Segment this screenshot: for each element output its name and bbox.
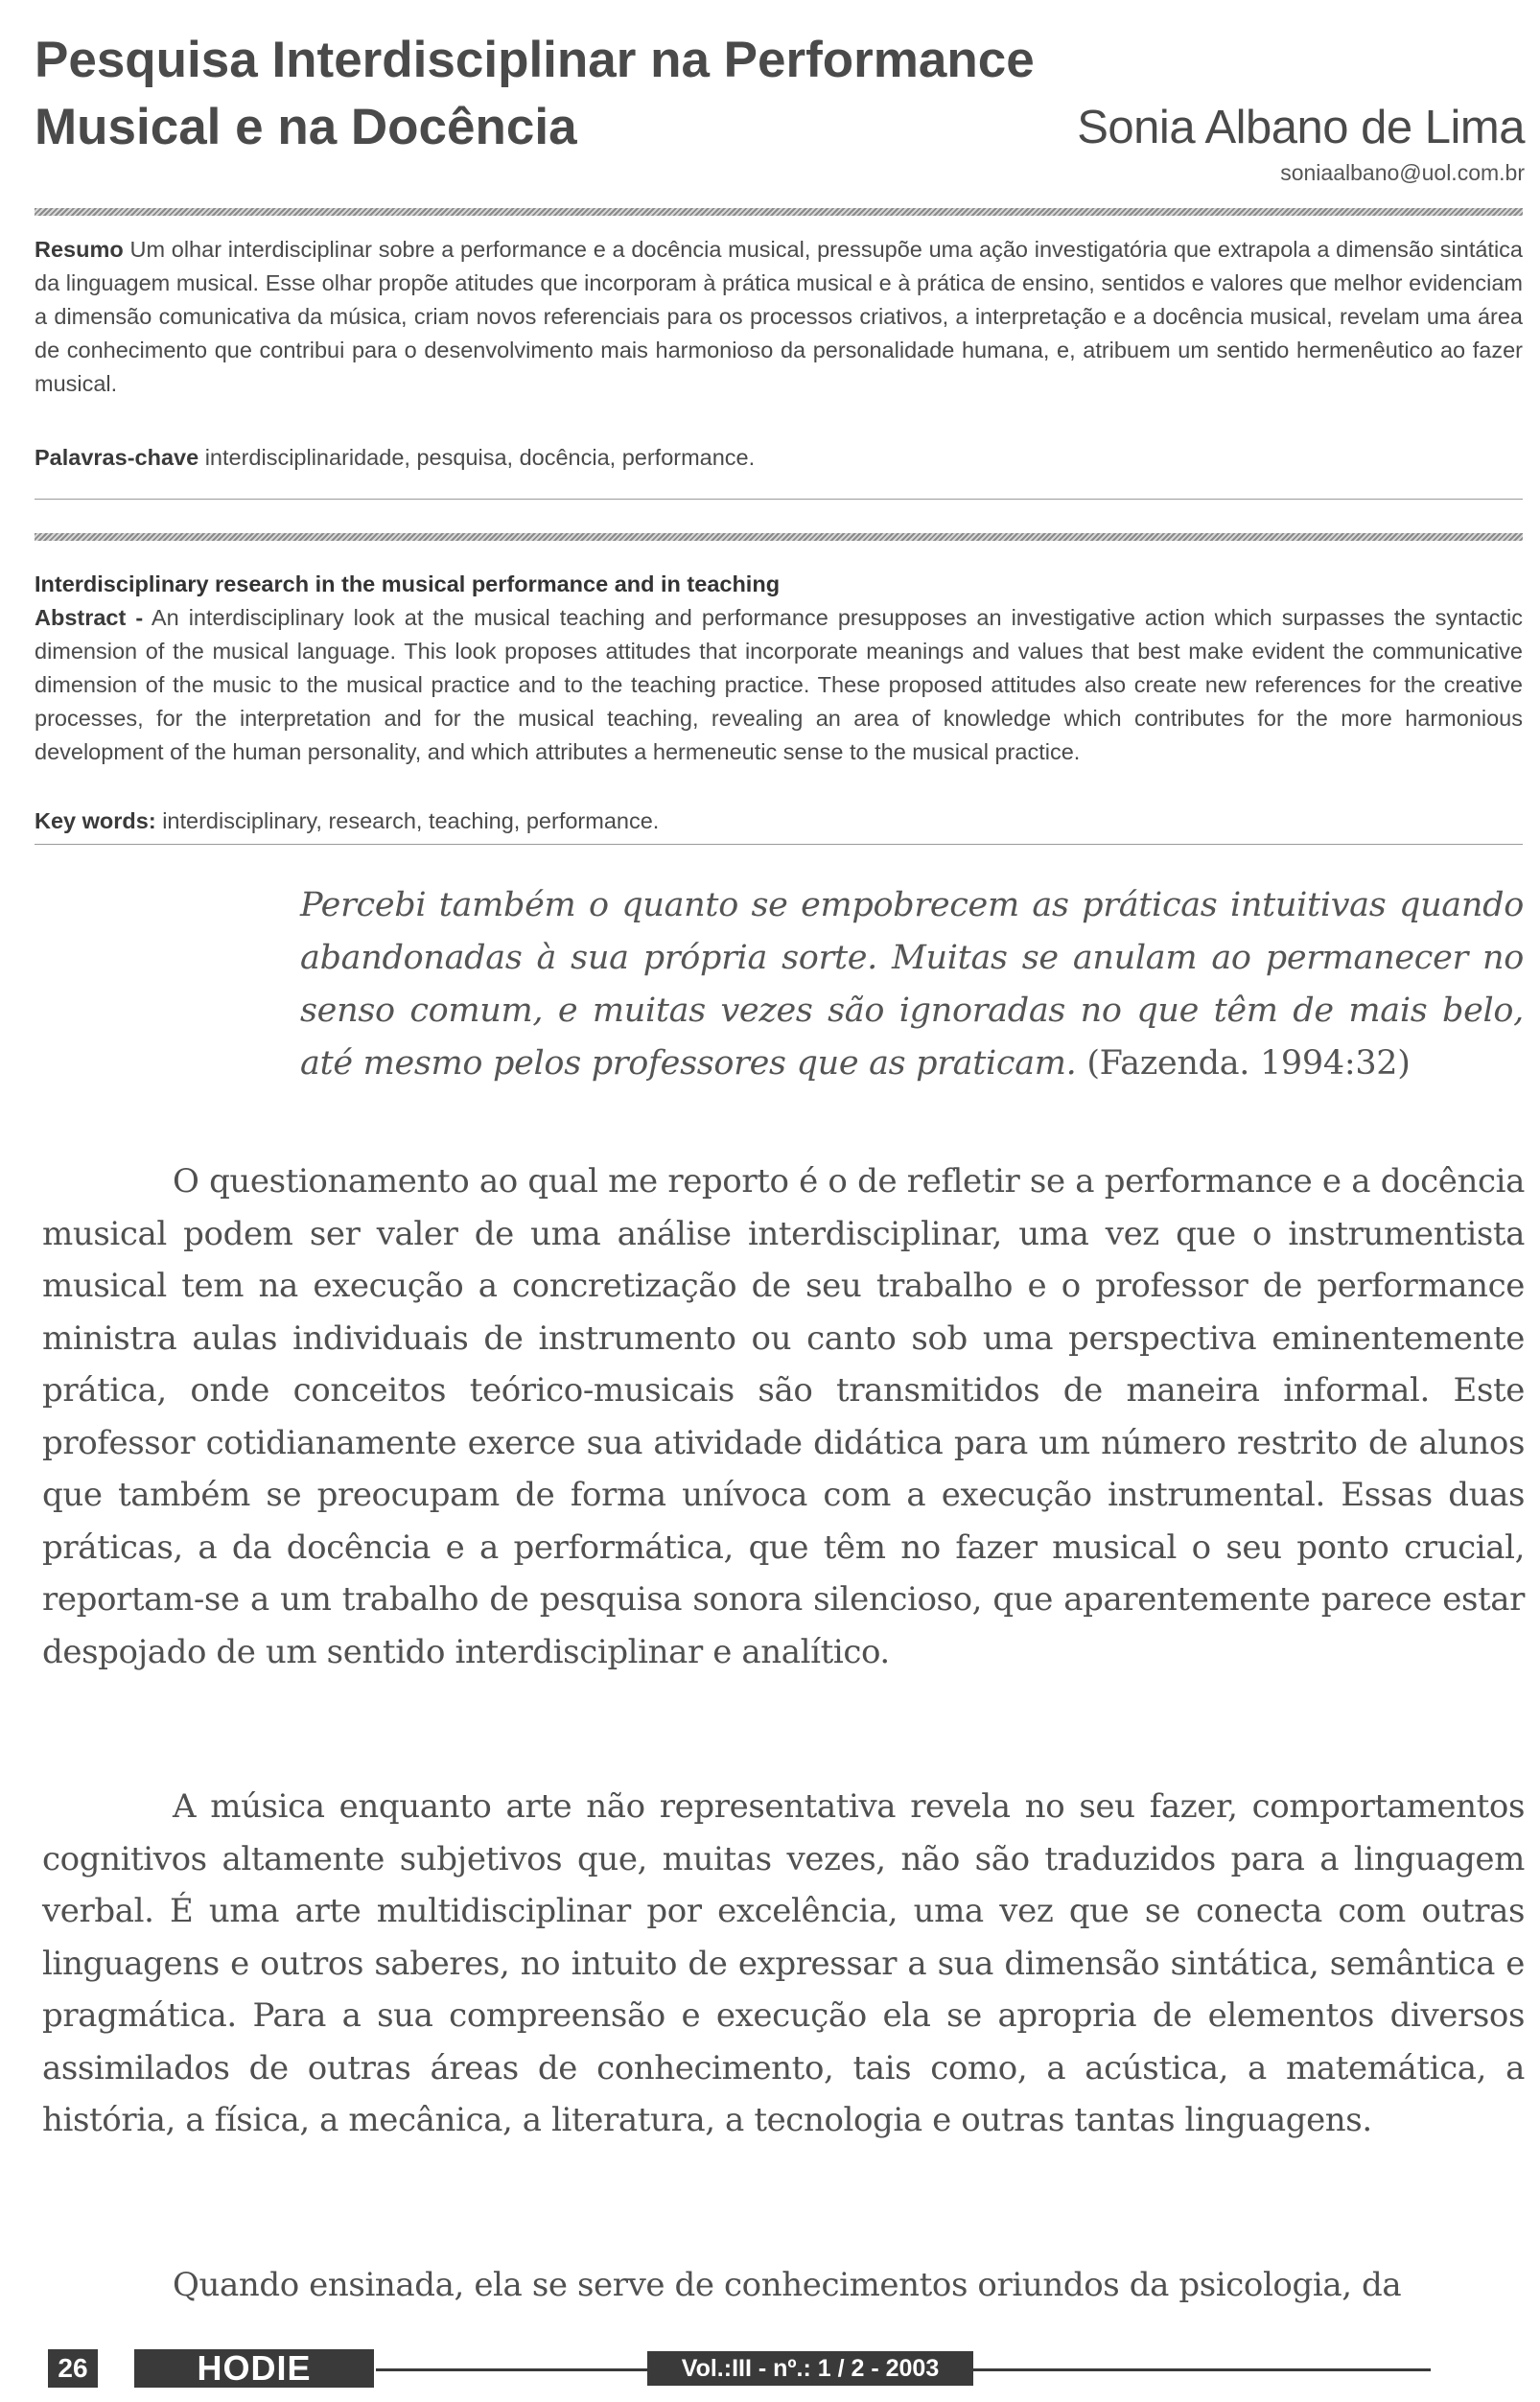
abstract-body <box>35 601 1523 769</box>
abstract-section <box>35 568 1523 769</box>
palavras-chave-values: interdisciplinaridade, pesquisa, docência, performance. <box>204 445 756 470</box>
resumo-label: Resumo <box>35 237 124 262</box>
epigraph-text: Percebi também o quanto se empobrecem as práticas intuitivas quando abandonadas à sua própria sorte. Muitas se anulam ao permanecer no senso comum, e muitas vezes são ignoradas no que têm de mais belo, até mesmo pelos professores que as praticam. <box>300 886 1524 1083</box>
palavras-chave-label: Palavras-chave <box>35 445 199 470</box>
palavras-chave-line <box>35 441 1523 475</box>
hatched-divider-middle <box>35 533 1523 541</box>
abstract-title: Interdisciplinary research in the musical performance and in teaching <box>35 571 781 596</box>
author-name: Sonia Albano de Lima <box>1077 102 1525 153</box>
page-number: 26 <box>48 2349 98 2388</box>
epigraph-citation: (Fazenda. 1994:32) <box>1086 1044 1411 1083</box>
page-footer <box>48 2349 1467 2390</box>
title-line-1: Pesquisa Interdisciplinar na Performance <box>35 32 1035 88</box>
key-words-values: interdisciplinary, research, teaching, performance. <box>162 808 660 833</box>
author-email: soniaalbano@uol.com.br <box>1280 160 1525 185</box>
body-paragraph-1: O questionamento ao qual me reporto é o de refletir se a performance e a docência musical podem ser valer de uma análise interdisciplinar, uma vez que o instrumentista musical tem na execução a concretização de seu trabalho e o professor de performance ministra aulas individuais de instrumento ou canto sob uma perspectiva eminentemente prática, onde conceitos teórico-musicais são transmitidos de maneira informal. Este professor cotidianamente exerce sua atividade didática para um número restrito de alunos que também se preocupam de forma unívoca com a execução instrumental. Essas duas práticas, a da docência e a performática, que têm no fazer musical o seu ponto crucial, reportam-se a um trabalho de pesquisa sonora silencioso, que aparentemente parece estar despojado de um sentido interdisciplinar e analítico. <box>42 1162 1525 1671</box>
hatched-divider-top <box>35 208 1523 216</box>
journal-logo: HODIE <box>134 2349 374 2388</box>
thin-divider-1 <box>35 499 1523 500</box>
abstract-text: An interdisciplinary look at the musical teaching and performance presupposes an investigative action which surpasses the syntactic dimension of the musical language. This look proposes attitudes that incorporate meanings and values that best make evident the communicative dimension of the music to the musical practice and to the teaching practice. These proposed attitudes also create new references for the creative processes, for the interpretation and for the musical teaching, revealing an area of knowledge which contributes for the more harmonious development of the human personality, and which attributes a hermeneutic sense to the musical practice. <box>35 605 1524 764</box>
key-words-line <box>35 805 1523 838</box>
key-words-label: Key words: <box>35 808 156 833</box>
abstract-label: Abstract - <box>35 605 144 630</box>
resumo-section <box>35 233 1523 401</box>
epigraph <box>300 879 1524 1090</box>
thin-divider-2 <box>35 844 1523 845</box>
body-paragraph-3: Quando ensinada, ela se serve de conhecimentos oriundos da psicologia, da <box>173 2266 1402 2304</box>
body-paragraph-2: A música enquanto arte não representativa revela no seu fazer, comportamentos cognitivos altamente subjetivos que, muitas vezes, não são traduzidos para a linguagem verbal. É uma arte multidisciplinar por excelência, uma vez que se conecta com outras linguagens e outros saberes, no intuito de expressar a sua dimensão sintática, semântica e pragmática. Para a sua compreensão e execução ela se apropria de elementos diversos assimilados de outras áreas de conhecimento, tais como, a acústica, a matemática, a história, a física, a mecânica, a literatura, a tecnologia e outras tantas linguagens. <box>42 1787 1525 2139</box>
volume-badge: Vol.:III - nº.: 1 / 2 - 2003 <box>647 2351 973 2386</box>
title-line-2: Musical e na Docência <box>35 99 577 155</box>
article-title <box>35 27 1070 161</box>
resumo-text: Um olhar interdisciplinar sobre a performance e a docência musical, pressupõe uma ação investigatória que extrapola a dimensão sintática da linguagem musical. Esse olhar propõe atitudes que incorporam à prática musical e à prática de ensino, sentidos e valores que melhor evidenciam a dimensão comunicativa da música, criam novos referenciais para os processos criativos, a interpretação e a docência musical, revelam uma área de conhecimento que contribui para o desenvolvimento mais harmonioso da personalidade humana, e, atribuem um sentido hermenêutico ao fazer musical. <box>35 237 1523 396</box>
